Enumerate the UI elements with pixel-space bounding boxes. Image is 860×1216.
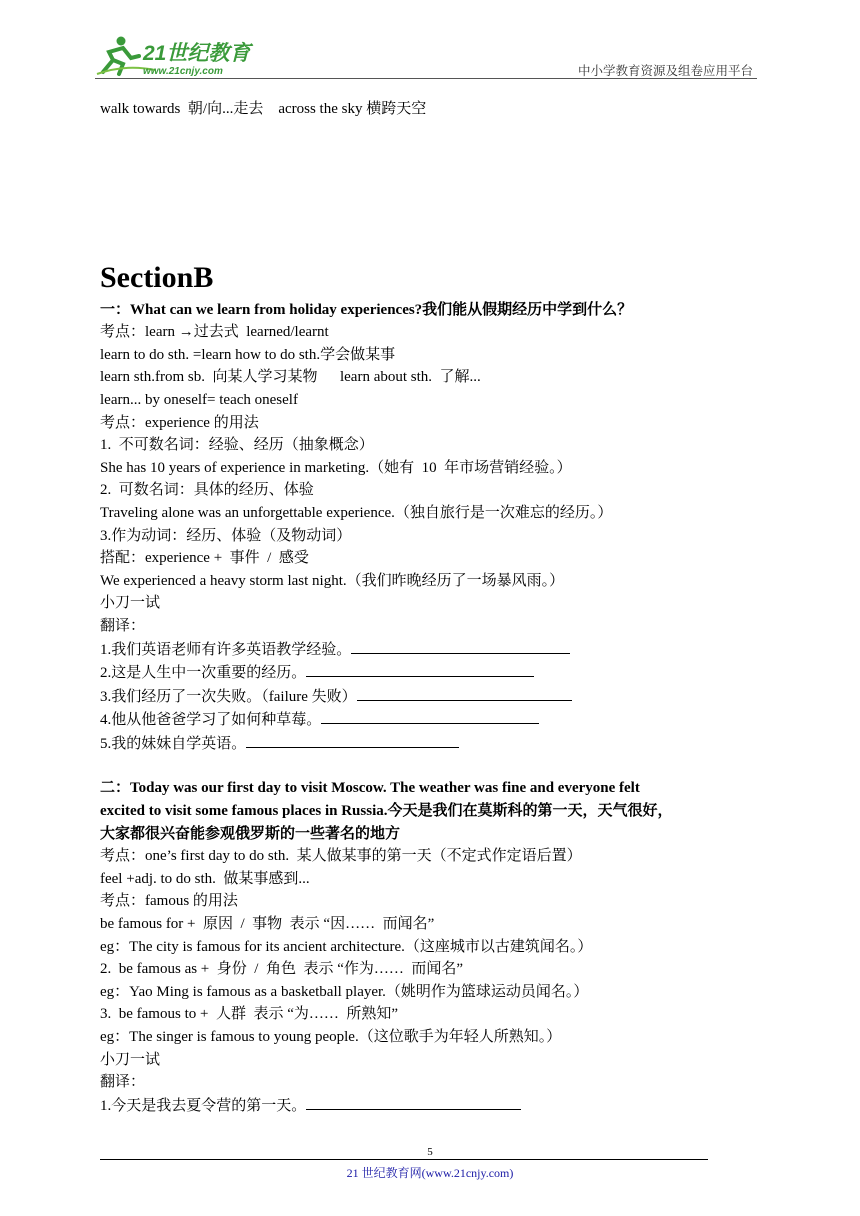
exercise-item: [100, 1094, 760, 1118]
document-body: [100, 98, 760, 1117]
note-line: 考点：learn →过去式 learned/learnt: [100, 324, 329, 341]
note-line: learn... by oneself= teach oneself: [100, 391, 298, 408]
exercise-item: [100, 638, 760, 662]
example-line: We experienced a heavy storm last night.（我们昨晚经历了一场暴风雨。）: [100, 572, 565, 589]
page-number: 5: [427, 1146, 433, 1158]
translate-label: 翻译：: [100, 1074, 146, 1091]
answer-blank[interactable]: [246, 732, 459, 748]
question-2-title: excited to visit some famous places in Russia.今天是我们在莫斯科的第一天，天气很好，: [100, 803, 673, 820]
exercise-text: 5.我的妹妹自学英语。: [100, 735, 247, 752]
practice-heading: 小刀一试: [100, 595, 161, 612]
note-line: be famous for + 原因 / 事物 表示 “因…… 而闻名”: [100, 916, 435, 933]
header-divider: [95, 78, 757, 79]
note-line: 考点：one’s first day to do sth. 某人做某事的第一天（不定式作定语后置）: [100, 848, 582, 865]
exercise-text: 1.今天是我去夏令营的第一天。: [100, 1097, 307, 1114]
question-2-title: 二：Today was our first day to visit Moscow. The weather was fine and everyone felt: [100, 780, 640, 797]
note-line: learn sth.from sb. 向某人学习某物 learn about sth. 了解...: [100, 369, 481, 386]
practice-heading: 小刀一试: [100, 1051, 161, 1068]
example-line: Traveling alone was an unforgettable experience.（独自旅行是一次难忘的经历。）: [100, 504, 613, 521]
note-line: 3. be famous to + 人群 表示 “为…… 所熟知”: [100, 1006, 399, 1023]
exercise-item: [100, 732, 760, 756]
exercise-text: 3.我们经历了一次失败。（failure 失败）: [100, 688, 357, 705]
answer-blank[interactable]: [351, 638, 570, 654]
header-slogan: 中小学教育资源及组卷应用平台: [577, 64, 753, 78]
logo-text: 21世纪教育: [143, 42, 251, 65]
note-line: 3.作为动词：经历、体验（及物动词）: [100, 527, 352, 544]
question-1-title: 一：What can we learn from holiday experiences?我们能从假期经历中学到什么？: [100, 301, 633, 318]
exercise-item: [100, 685, 760, 709]
spacer: [100, 121, 760, 258]
logo-url: www.21cnjy.com: [143, 66, 223, 77]
example-line: eg：The city is famous for its ancient architecture.（这座城市以古建筑闻名。）: [100, 938, 593, 955]
vocab-line: walk towards 朝/向...走去 across the sky 横跨天空: [100, 101, 427, 117]
spacer: [100, 755, 760, 777]
note-line: 搭配：experience + 事件 / 感受: [100, 550, 309, 567]
page-header: [95, 30, 757, 80]
note-line: learn to do sth. =learn how to do sth.学会做某事: [100, 346, 396, 363]
note-line: 考点：famous 的用法: [100, 893, 238, 910]
exercise-item: [100, 708, 760, 732]
section-title: SectionB: [100, 260, 214, 294]
exercise-text: 1.我们英语老师有许多英语教学经验。: [100, 641, 352, 658]
example-line: eg：Yao Ming is famous as a basketball player.（姚明作为篮球运动员闻名。）: [100, 983, 589, 1000]
note-line: 2. be famous as + 身份 / 角色 表示 “作为…… 而闻名”: [100, 961, 464, 978]
note-line: feel +adj. to do sth. 做某事感到...: [100, 870, 310, 887]
note-line: 2. 可数名词：具体的经历、体验: [100, 482, 314, 499]
example-line: She has 10 years of experience in marketing.（她有 10 年市场营销经验。）: [100, 459, 572, 476]
exercise-text: 4.他从他爸爸学习了如何种草莓。: [100, 712, 322, 729]
exercise-text: 2.这是人生中一次重要的经历。: [100, 665, 307, 682]
footer-text: 21 世纪教育网(www.21cnjy.com): [346, 1166, 514, 1180]
footer-divider: [100, 1159, 708, 1160]
note-line: 1. 不可数名词：经验、经历（抽象概念）: [100, 437, 374, 454]
answer-blank[interactable]: [357, 685, 572, 701]
answer-blank[interactable]: [306, 1094, 521, 1110]
translate-label: 翻译：: [100, 617, 146, 634]
question-2-title: 大家都很兴奋能参观俄罗斯的一些著名的地方: [100, 825, 401, 842]
exercise-item: [100, 661, 760, 685]
answer-blank[interactable]: [321, 708, 539, 724]
logo: [95, 34, 275, 78]
example-line: eg：The singer is famous to young people.（这位歌手为年轻人所熟知。）: [100, 1029, 562, 1045]
answer-blank[interactable]: [306, 661, 534, 677]
note-line: 考点：experience 的用法: [100, 414, 259, 431]
